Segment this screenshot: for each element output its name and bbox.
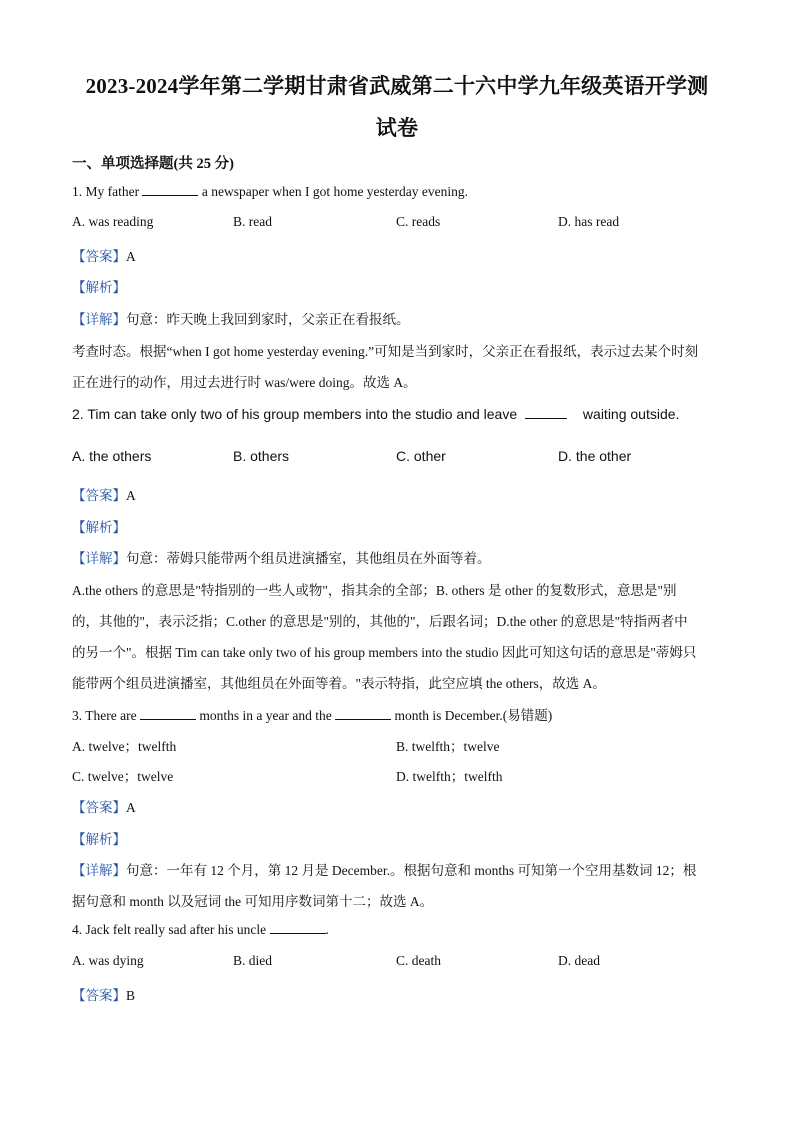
- answer-value: A: [126, 249, 136, 264]
- q3-option-c: C. twelve；twelve: [72, 769, 174, 784]
- q1-explain-2: 正在进行的动作，用过去进行时 was/were doing。故选 A。: [72, 375, 417, 390]
- q1-stem-start: 1. My father: [72, 184, 140, 199]
- q4-blank: [270, 921, 326, 934]
- q2-explain-3: 的另一个"。根据 Tim can take only two of his group members into the studio 因此可知这句话的意思是"蒂姆只: [72, 645, 697, 660]
- q3-option-d: D. twelfth；twelfth: [396, 769, 503, 784]
- q3-analysis-tag: 【解析】: [72, 832, 126, 847]
- answer-value: A: [126, 488, 136, 503]
- q1-option-b: B. read: [233, 214, 272, 229]
- detail-tag: 【详解】: [72, 312, 126, 327]
- answer-value: B: [126, 988, 136, 1003]
- q1-answer: [72, 245, 136, 265]
- detail-text: 句意：一年有 12 个月，第 12 月是 December.。根据句意和 months 可知第一个空用基数词 12；根: [126, 863, 697, 878]
- q3-stem-start: 3. There are: [72, 708, 137, 723]
- q1-option-d: D. has read: [558, 214, 620, 229]
- detail-text: 句意：蒂姆只能带两个组员进演播室，其他组员在外面等着。: [126, 551, 491, 566]
- q3-blank-1: [140, 707, 196, 720]
- q4-option-a: A. was dying: [72, 953, 144, 968]
- q3-option-b: B. twelfth；twelve: [396, 739, 500, 754]
- detail-tag: 【详解】: [72, 551, 126, 566]
- q2-option-a: A. the others: [72, 448, 152, 464]
- q2-stem-start: 2. Tim can take only two of his group members into the studio and leave: [72, 406, 518, 422]
- q1-stem-end: a newspaper when I got home yesterday evening.: [201, 184, 469, 199]
- q3-option-a: A. twelve；twelfth: [72, 739, 177, 754]
- q3-explain-1: 据句意和 month 以及冠词 the 可知用序数词第十二；故选 A。: [72, 894, 434, 909]
- q2-answer: [72, 484, 136, 504]
- q3-stem-end: month is December.(易错题): [394, 708, 553, 723]
- q4-option-d: D. dead: [558, 953, 600, 968]
- detail-text: 句意：昨天晚上我回到家时，父亲正在看报纸。: [126, 312, 410, 327]
- q2-explain-4: 能带两个组员进演播室，其他组员在外面等着。"表示特指，此空应填 the others，故选 A。: [72, 676, 606, 691]
- answer-tag: 【答案】: [72, 988, 126, 1003]
- q2-analysis-tag: 【解析】: [72, 520, 126, 535]
- q3-answer: [72, 796, 136, 816]
- question-2-stem: [72, 406, 679, 422]
- section-heading: 一、单项选择题(共 25 分): [72, 156, 234, 172]
- answer-tag: 【答案】: [72, 249, 126, 264]
- q4-stem-end: .: [325, 922, 329, 937]
- answer-tag: 【答案】: [72, 488, 126, 503]
- q4-answer: [72, 984, 135, 1004]
- q2-option-c: C. other: [396, 448, 446, 464]
- answer-value: A: [126, 800, 136, 815]
- q1-detail: [72, 308, 410, 328]
- q3-detail: [72, 859, 696, 879]
- page-title-line-1: 2023-2024学年第二学期甘肃省武威第二十六中学九年级英语开学测: [85, 74, 709, 98]
- page-title-line-2: 试卷: [375, 116, 419, 140]
- q2-detail: [72, 547, 491, 567]
- q2-blank: [525, 406, 567, 419]
- q1-option-c: C. reads: [396, 214, 441, 229]
- q2-option-d: D. the other: [558, 448, 632, 464]
- question-3-stem: [72, 704, 552, 724]
- question-4-stem: [72, 921, 329, 938]
- detail-tag: 【详解】: [72, 863, 126, 878]
- q3-stem-middle: months in a year and the: [199, 708, 332, 723]
- q1-analysis-tag: 【解析】: [72, 280, 126, 295]
- q2-option-b: B. others: [233, 448, 290, 464]
- q2-explain-2: 的，其他的"，表示泛指；C.other 的意思是"别的，其他的"，后跟名词；D.the other 的意思是"特指两者中: [72, 614, 688, 629]
- question-1-stem: [72, 183, 468, 200]
- q1-blank: [142, 183, 198, 196]
- q4-option-c: C. death: [396, 953, 441, 968]
- q3-blank-2: [335, 707, 391, 720]
- q4-option-b: B. died: [233, 953, 272, 968]
- q4-stem-start: 4. Jack felt really sad after his uncle: [72, 922, 267, 937]
- q2-explain-1: A.the others 的意思是"特指别的一些人或物"，指其余的全部；B. others 是 other 的复数形式，意思是"别: [72, 583, 677, 598]
- answer-tag: 【答案】: [72, 800, 126, 815]
- q1-option-a: A. was reading: [72, 214, 154, 229]
- q2-stem-end: waiting outside.: [582, 406, 680, 422]
- q1-explain-1: 考查时态。根据“when I got home yesterday evening.”可知是当到家时，父亲正在看报纸，表示过去某个时刻: [72, 344, 699, 359]
